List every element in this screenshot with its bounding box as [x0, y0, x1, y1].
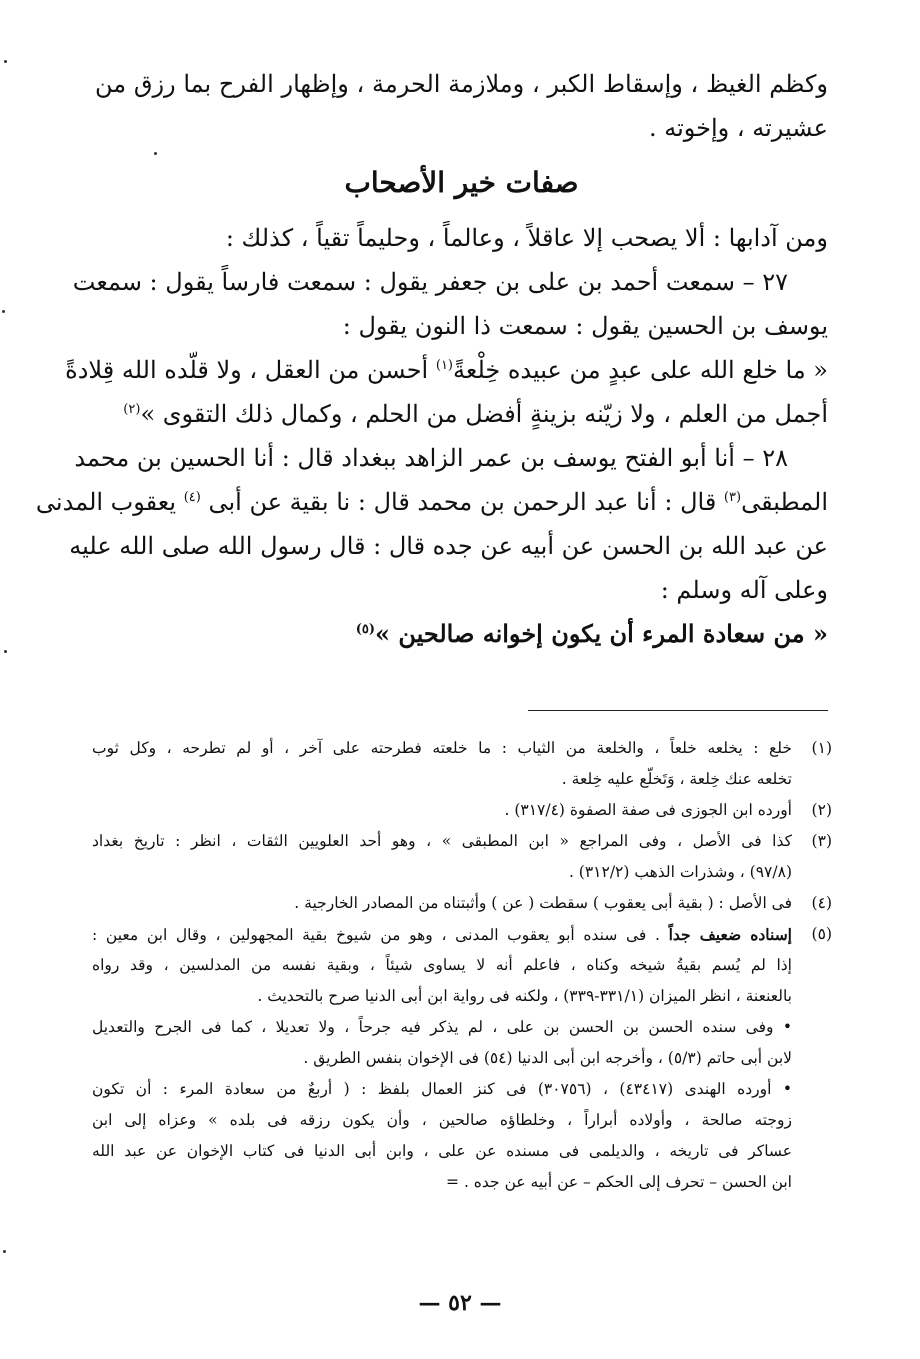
- footnote-separator: [528, 710, 828, 711]
- footnote-ref-4: (٤): [183, 490, 201, 505]
- footnote-line: ابن الحسن – تحرف إلى الحكم – عن أبيه عن جده . =: [446, 1173, 792, 1191]
- hadith-body: « من سعادة المرء أن يكون إخوانه صالحين »: [375, 619, 828, 648]
- hadith-text: [95, 612, 828, 656]
- footnote-line: إذا لم يُسم بقيةُ شيخه وكناه ، فاعلم أنه لا يساوى شيئاً ، وبقية نفسه من المدلسين ، وقد رواه: [92, 956, 792, 974]
- footnote-number: (٣): [811, 832, 832, 850]
- footnote-line: بالعنعنة ، انظر الميزان (٣٣١/١-٣٣٩) ، ولكنه فى رواية ابن أبى الدنيا صرح بالتحديث .: [257, 987, 792, 1005]
- footnote-bold-lead: إسناده ضعيف جداً: [668, 925, 792, 944]
- quote-part: أجمل من العلم ، ولا زيّنه بزينةٍ أفضل من الحلم ، وكمال ذلك التقوى »: [140, 400, 828, 428]
- page-number: — ٥٢ —: [418, 1290, 502, 1316]
- scan-speck: [2, 310, 5, 313]
- footnote-line: • وفى سنده الحسن بن الحسن بن على ، لم يذكر فيه جرحاً ، ولا تعديلا ، كما فى الجرح والتعديل: [92, 1018, 792, 1036]
- footnote-line: خلع : يخلعه خلعاً ، والخلعة من الثياب : ما خلعته فطرحته على آخر ، أو لم تطرحه ، وكل ثوب: [92, 739, 792, 757]
- footnote-number: (٥): [811, 925, 832, 943]
- scan-speck: [154, 152, 157, 155]
- item-27-line-2: يوسف بن الحسين يقول : سمعت ذا النون يقول :: [342, 312, 828, 340]
- main-text: [35, 62, 828, 656]
- footnote-line: (٩٧/٨) ، وشذرات الذهب (٣١٢/٢) .: [568, 863, 792, 881]
- footnote-1: [92, 733, 832, 795]
- item-28-line-3: عن عبد الله بن الحسن عن أبيه عن جده قال : قال رسول الله صلى الله عليه: [69, 532, 828, 560]
- footnote-ref-2: (٢): [123, 402, 141, 417]
- adab-line: ومن آدابها : ألا يصحب إلا عاقلاً ، وعالماً ، وحليماً تقياً ، كذلك :: [225, 224, 828, 252]
- scan-speck: [4, 60, 7, 63]
- item-28-part: المطبقى: [741, 488, 828, 516]
- quote-part: « ما خلع الله على عبدٍ من عبيده خِلْعةً: [453, 356, 828, 384]
- text-line-2: عشيرته ، وإخوته .: [648, 114, 828, 142]
- item-28-line-2: [35, 480, 828, 524]
- item-28-line-1: ٢٨ – أنا أبو الفتح يوسف بن عمر الزاهد ببغداد قال : أنا الحسين بن محمد: [74, 444, 788, 472]
- footnote-line: تخلعه عنك خِلعة ، وَتَخلّع عليه خِلعة .: [561, 770, 792, 788]
- footnote-5: [92, 919, 832, 1198]
- footnote-line: [92, 919, 792, 950]
- footnote-ref-3: (٣): [723, 490, 742, 505]
- footnote-text: . فى سنده أبو يعقوب المدنى ، وهو من شيوخ بقية المجهولين ، وقال ابن معين :: [92, 926, 669, 944]
- footnote-line: عساكر فى تاريخه ، والديلمى فى مسنده عن على ، وابن أبى الدنيا فى كتاب الإخوان عن عبد الله: [92, 1142, 792, 1160]
- quote-line-2: [95, 392, 828, 436]
- footnote-ref-1: (١): [435, 358, 453, 373]
- item-28-part: يعقوب المدنى: [35, 488, 184, 516]
- quote-line-1: [65, 348, 828, 392]
- item-27-line-1: ٢٧ – سمعت أحمد بن على بن جعفر يقول : سمعت فارساً يقول : سمعت: [72, 268, 788, 296]
- footnote-line: فى الأصل : ( بقية أبى يعقوب ) سقطت ( عن ) وأثبتناه من المصادر الخارجية .: [294, 894, 792, 912]
- footnote-number: (١): [811, 739, 832, 757]
- text-line-1: وكظم الغيظ ، وإسقاط الكبر ، وملازمة الحرمة ، وإظهار الفرح بما رزق من: [95, 70, 828, 98]
- section-heading: صفات خير الأصحاب: [344, 166, 579, 199]
- footnote-line: • أورده الهندى (٤٣٤١٧) ، (٣٠٧٥٦) فى كنز العمال بلفظ : ( أربعٌ من سعادة المرء : أن تكون: [92, 1080, 793, 1098]
- footnote-line: أورده ابن الجوزى فى صفة الصفوة (٣١٧/٤) .: [504, 801, 792, 819]
- footnote-2: [92, 795, 832, 826]
- footnote-3: [92, 826, 832, 888]
- scan-speck: [4, 650, 7, 653]
- footnote-4: [92, 888, 832, 919]
- footnote-line: زوجته صالحة ، وأولاده أبراراً ، وخلطاؤه صالحين ، وأن يكون رزقه فى بلده » وعزاه إلى ابن: [92, 1111, 792, 1129]
- footnote-number: (٤): [811, 894, 832, 912]
- footnotes: [92, 733, 832, 1198]
- footnote-line: لابن أبى حاتم (٥/٣) ، وأخرجه ابن أبى الدنيا (٥٤) فى الإخوان بنفس الطريق .: [303, 1049, 792, 1067]
- item-28-line-4: وعلى آله وسلم :: [660, 576, 828, 604]
- item-28-part: قال : أنا عبد الرحمن بن محمد قال : نا بقية عن أبى: [200, 488, 724, 516]
- footnote-ref-5: (٥): [355, 622, 375, 637]
- footnote-number: (٢): [811, 801, 832, 819]
- quote-part: أحسن من العقل ، ولا قلّده الله قِلادةً: [65, 356, 436, 384]
- footnote-line: كذا فى الأصل ، وفى المراجع « ابن المطبقى » ، وهو أحد العلويين الثقات ، انظر : تاريخ بغداد: [92, 832, 792, 850]
- scan-speck: [3, 1250, 6, 1253]
